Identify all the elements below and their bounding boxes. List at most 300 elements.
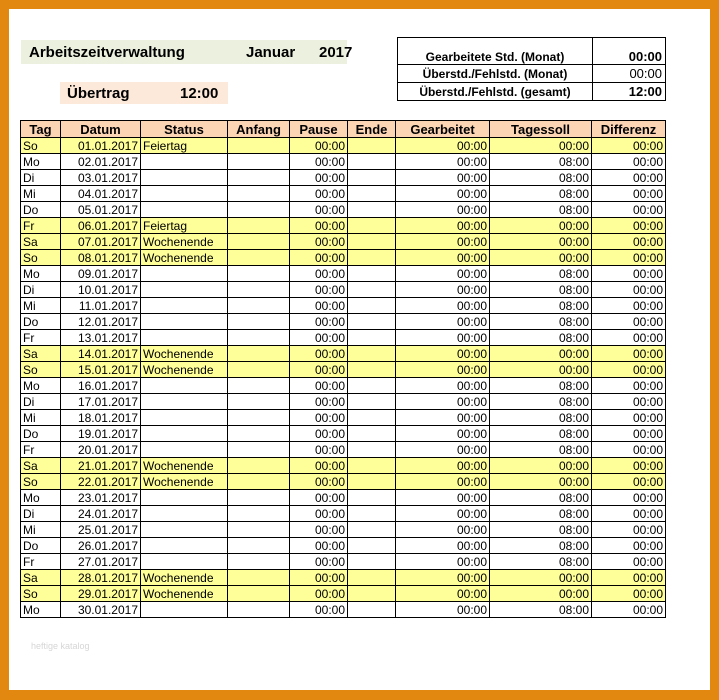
status-cell[interactable] — [141, 506, 228, 522]
date-cell[interactable]: 21.01.2017 — [61, 458, 141, 474]
start-cell[interactable] — [228, 570, 290, 586]
target-cell[interactable]: 00:00 — [490, 218, 592, 234]
day-cell[interactable]: Sa — [21, 570, 61, 586]
pause-cell[interactable]: 00:00 — [290, 378, 348, 394]
worked-cell[interactable]: 00:00 — [396, 266, 490, 282]
day-cell[interactable]: Di — [21, 282, 61, 298]
worked-cell[interactable]: 00:00 — [396, 202, 490, 218]
start-cell[interactable] — [228, 266, 290, 282]
status-cell[interactable] — [141, 490, 228, 506]
target-cell[interactable]: 00:00 — [490, 586, 592, 602]
difference-cell[interactable]: 00:00 — [592, 154, 666, 170]
date-cell[interactable]: 17.01.2017 — [61, 394, 141, 410]
worked-cell[interactable]: 00:00 — [396, 250, 490, 266]
worked-cell[interactable]: 00:00 — [396, 426, 490, 442]
worked-cell[interactable]: 00:00 — [396, 362, 490, 378]
pause-cell[interactable]: 00:00 — [290, 186, 348, 202]
status-cell[interactable]: Wochenende — [141, 234, 228, 250]
summary-label: Überstd./Fehlstd. (gesamt) — [398, 83, 593, 101]
end-cell[interactable] — [348, 410, 396, 426]
status-cell[interactable] — [141, 170, 228, 186]
end-cell[interactable] — [348, 314, 396, 330]
difference-cell[interactable]: 00:00 — [592, 410, 666, 426]
table-row — [21, 586, 666, 602]
worked-cell[interactable]: 00:00 — [396, 570, 490, 586]
day-cell[interactable]: Mi — [21, 298, 61, 314]
summary-table — [397, 37, 666, 101]
worked-cell[interactable]: 00:00 — [396, 602, 490, 618]
difference-cell[interactable]: 00:00 — [592, 586, 666, 602]
end-cell[interactable] — [348, 138, 396, 154]
date-cell[interactable]: 23.01.2017 — [61, 490, 141, 506]
target-cell[interactable]: 08:00 — [490, 330, 592, 346]
target-cell[interactable]: 08:00 — [490, 602, 592, 618]
pause-cell[interactable]: 00:00 — [290, 266, 348, 282]
table-row — [21, 394, 666, 410]
date-cell[interactable]: 04.01.2017 — [61, 186, 141, 202]
date-cell[interactable]: 09.01.2017 — [61, 266, 141, 282]
date-cell[interactable]: 03.01.2017 — [61, 170, 141, 186]
start-cell[interactable] — [228, 186, 290, 202]
worked-cell[interactable]: 00:00 — [396, 154, 490, 170]
target-cell[interactable]: 08:00 — [490, 554, 592, 570]
start-cell[interactable] — [228, 426, 290, 442]
pause-cell[interactable]: 00:00 — [290, 426, 348, 442]
date-cell[interactable]: 27.01.2017 — [61, 554, 141, 570]
start-cell[interactable] — [228, 586, 290, 602]
date-cell[interactable]: 05.01.2017 — [61, 202, 141, 218]
difference-cell[interactable]: 00:00 — [592, 218, 666, 234]
status-cell[interactable] — [141, 442, 228, 458]
status-cell[interactable]: Wochenende — [141, 362, 228, 378]
day-cell[interactable]: So — [21, 586, 61, 602]
status-cell[interactable] — [141, 602, 228, 618]
pause-cell[interactable]: 00:00 — [290, 586, 348, 602]
end-cell[interactable] — [348, 170, 396, 186]
start-cell[interactable] — [228, 202, 290, 218]
table-row — [21, 570, 666, 586]
table-row — [21, 266, 666, 282]
worked-cell[interactable]: 00:00 — [396, 506, 490, 522]
difference-cell[interactable]: 00:00 — [592, 538, 666, 554]
status-cell[interactable] — [141, 522, 228, 538]
status-cell[interactable] — [141, 154, 228, 170]
day-cell[interactable]: Fr — [21, 218, 61, 234]
worked-cell[interactable]: 00:00 — [396, 218, 490, 234]
target-cell[interactable]: 08:00 — [490, 186, 592, 202]
end-cell[interactable] — [348, 602, 396, 618]
status-cell[interactable]: Feiertag — [141, 218, 228, 234]
pause-cell[interactable]: 00:00 — [290, 282, 348, 298]
time-table — [20, 120, 666, 618]
difference-cell[interactable]: 00:00 — [592, 522, 666, 538]
difference-cell[interactable]: 00:00 — [592, 234, 666, 250]
start-cell[interactable] — [228, 170, 290, 186]
worked-cell[interactable]: 00:00 — [396, 458, 490, 474]
target-cell[interactable]: 08:00 — [490, 378, 592, 394]
day-cell[interactable]: Sa — [21, 346, 61, 362]
difference-cell[interactable]: 00:00 — [592, 554, 666, 570]
column-header: Ende — [348, 121, 396, 138]
worked-cell[interactable]: 00:00 — [396, 394, 490, 410]
status-cell[interactable]: Wochenende — [141, 250, 228, 266]
date-cell[interactable]: 02.01.2017 — [61, 154, 141, 170]
pause-cell[interactable]: 00:00 — [290, 346, 348, 362]
pause-cell[interactable]: 00:00 — [290, 506, 348, 522]
date-cell[interactable]: 15.01.2017 — [61, 362, 141, 378]
target-cell[interactable]: 08:00 — [490, 490, 592, 506]
difference-cell[interactable]: 00:00 — [592, 138, 666, 154]
end-cell[interactable] — [348, 330, 396, 346]
day-cell[interactable]: Mo — [21, 154, 61, 170]
status-cell[interactable]: Wochenende — [141, 586, 228, 602]
date-cell[interactable]: 19.01.2017 — [61, 426, 141, 442]
date-cell[interactable]: 07.01.2017 — [61, 234, 141, 250]
start-cell[interactable] — [228, 458, 290, 474]
summary-value[interactable]: 00:00 — [593, 38, 666, 65]
start-cell[interactable] — [228, 314, 290, 330]
pause-cell[interactable]: 00:00 — [290, 202, 348, 218]
day-cell[interactable]: Mo — [21, 602, 61, 618]
status-cell[interactable] — [141, 410, 228, 426]
target-cell[interactable]: 08:00 — [490, 426, 592, 442]
end-cell[interactable] — [348, 250, 396, 266]
status-cell[interactable] — [141, 266, 228, 282]
end-cell[interactable] — [348, 154, 396, 170]
target-cell[interactable]: 08:00 — [490, 410, 592, 426]
summary-label: Überstd./Fehlstd. (Monat) — [398, 65, 593, 83]
table-row — [21, 490, 666, 506]
status-cell[interactable] — [141, 330, 228, 346]
table-row — [21, 314, 666, 330]
difference-cell[interactable]: 00:00 — [592, 442, 666, 458]
day-cell[interactable]: Di — [21, 394, 61, 410]
start-cell[interactable] — [228, 346, 290, 362]
end-cell[interactable] — [348, 394, 396, 410]
worked-cell[interactable]: 00:00 — [396, 586, 490, 602]
worked-cell[interactable]: 00:00 — [396, 474, 490, 490]
target-cell[interactable]: 00:00 — [490, 474, 592, 490]
end-cell[interactable] — [348, 362, 396, 378]
worked-cell[interactable]: 00:00 — [396, 538, 490, 554]
day-cell[interactable]: Di — [21, 506, 61, 522]
difference-cell[interactable]: 00:00 — [592, 346, 666, 362]
end-cell[interactable] — [348, 218, 396, 234]
target-cell[interactable]: 08:00 — [490, 202, 592, 218]
date-cell[interactable]: 29.01.2017 — [61, 586, 141, 602]
worked-cell[interactable]: 00:00 — [396, 282, 490, 298]
day-cell[interactable]: Sa — [21, 234, 61, 250]
day-cell[interactable]: Fr — [21, 330, 61, 346]
status-cell[interactable]: Wochenende — [141, 474, 228, 490]
date-cell[interactable]: 20.01.2017 — [61, 442, 141, 458]
status-cell[interactable] — [141, 538, 228, 554]
worked-cell[interactable]: 00:00 — [396, 410, 490, 426]
title-year: 2017 — [319, 44, 353, 61]
status-cell[interactable] — [141, 378, 228, 394]
start-cell[interactable] — [228, 218, 290, 234]
pause-cell[interactable]: 00:00 — [290, 458, 348, 474]
status-cell[interactable] — [141, 314, 228, 330]
worked-cell[interactable]: 00:00 — [396, 186, 490, 202]
difference-cell[interactable]: 00:00 — [592, 330, 666, 346]
pause-cell[interactable]: 00:00 — [290, 218, 348, 234]
end-cell[interactable] — [348, 554, 396, 570]
table-row — [21, 522, 666, 538]
target-cell[interactable]: 08:00 — [490, 538, 592, 554]
worked-cell[interactable]: 00:00 — [396, 170, 490, 186]
title-bar — [21, 40, 353, 64]
day-cell[interactable]: So — [21, 474, 61, 490]
end-cell[interactable] — [348, 442, 396, 458]
end-cell[interactable] — [348, 266, 396, 282]
target-cell[interactable]: 08:00 — [490, 442, 592, 458]
start-cell[interactable] — [228, 282, 290, 298]
pause-cell[interactable]: 00:00 — [290, 138, 348, 154]
pause-cell[interactable]: 00:00 — [290, 314, 348, 330]
target-cell[interactable]: 00:00 — [490, 570, 592, 586]
column-header: Differenz — [592, 121, 666, 138]
target-cell[interactable]: 08:00 — [490, 154, 592, 170]
start-cell[interactable] — [228, 394, 290, 410]
difference-cell[interactable]: 00:00 — [592, 426, 666, 442]
end-cell[interactable] — [348, 346, 396, 362]
difference-cell[interactable]: 00:00 — [592, 378, 666, 394]
start-cell[interactable] — [228, 522, 290, 538]
column-header: Datum — [61, 121, 141, 138]
date-cell[interactable]: 30.01.2017 — [61, 602, 141, 618]
start-cell[interactable] — [228, 442, 290, 458]
date-cell[interactable]: 18.01.2017 — [61, 410, 141, 426]
worked-cell[interactable]: 00:00 — [396, 138, 490, 154]
difference-cell[interactable]: 00:00 — [592, 266, 666, 282]
end-cell[interactable] — [348, 426, 396, 442]
worked-cell[interactable]: 00:00 — [396, 234, 490, 250]
table-row — [21, 154, 666, 170]
date-cell[interactable]: 16.01.2017 — [61, 378, 141, 394]
target-cell[interactable]: 08:00 — [490, 298, 592, 314]
start-cell[interactable] — [228, 506, 290, 522]
start-cell[interactable] — [228, 138, 290, 154]
difference-cell[interactable]: 00:00 — [592, 186, 666, 202]
end-cell[interactable] — [348, 506, 396, 522]
pause-cell[interactable]: 00:00 — [290, 490, 348, 506]
column-header: Status — [141, 121, 228, 138]
column-header: Gearbeitet — [396, 121, 490, 138]
table-row — [21, 346, 666, 362]
start-cell[interactable] — [228, 538, 290, 554]
difference-cell[interactable]: 00:00 — [592, 458, 666, 474]
day-cell[interactable]: So — [21, 138, 61, 154]
pause-cell[interactable]: 00:00 — [290, 570, 348, 586]
date-cell[interactable]: 14.01.2017 — [61, 346, 141, 362]
table-row — [21, 250, 666, 266]
date-cell[interactable]: 12.01.2017 — [61, 314, 141, 330]
end-cell[interactable] — [348, 522, 396, 538]
day-cell[interactable]: Mo — [21, 266, 61, 282]
worked-cell[interactable]: 00:00 — [396, 378, 490, 394]
pause-cell[interactable]: 00:00 — [290, 554, 348, 570]
status-cell[interactable] — [141, 282, 228, 298]
status-cell[interactable] — [141, 202, 228, 218]
worked-cell[interactable]: 00:00 — [396, 330, 490, 346]
status-cell[interactable] — [141, 186, 228, 202]
target-cell[interactable]: 00:00 — [490, 458, 592, 474]
date-cell[interactable]: 11.01.2017 — [61, 298, 141, 314]
pause-cell[interactable]: 00:00 — [290, 362, 348, 378]
day-cell[interactable]: Do — [21, 426, 61, 442]
end-cell[interactable] — [348, 458, 396, 474]
day-cell[interactable]: Fr — [21, 442, 61, 458]
end-cell[interactable] — [348, 234, 396, 250]
date-cell[interactable]: 06.01.2017 — [61, 218, 141, 234]
difference-cell[interactable]: 00:00 — [592, 506, 666, 522]
start-cell[interactable] — [228, 474, 290, 490]
difference-cell[interactable]: 00:00 — [592, 602, 666, 618]
pause-cell[interactable]: 00:00 — [290, 298, 348, 314]
status-cell[interactable]: Wochenende — [141, 458, 228, 474]
difference-cell[interactable]: 00:00 — [592, 202, 666, 218]
difference-cell[interactable]: 00:00 — [592, 314, 666, 330]
day-cell[interactable]: Mi — [21, 410, 61, 426]
day-cell[interactable]: Do — [21, 202, 61, 218]
difference-cell[interactable]: 00:00 — [592, 474, 666, 490]
date-cell[interactable]: 26.01.2017 — [61, 538, 141, 554]
worked-cell[interactable]: 00:00 — [396, 522, 490, 538]
start-cell[interactable] — [228, 602, 290, 618]
day-cell[interactable]: Di — [21, 170, 61, 186]
target-cell[interactable]: 08:00 — [490, 394, 592, 410]
date-cell[interactable]: 08.01.2017 — [61, 250, 141, 266]
start-cell[interactable] — [228, 362, 290, 378]
start-cell[interactable] — [228, 490, 290, 506]
date-cell[interactable]: 10.01.2017 — [61, 282, 141, 298]
target-cell[interactable]: 08:00 — [490, 266, 592, 282]
day-cell[interactable]: So — [21, 362, 61, 378]
table-row — [21, 282, 666, 298]
summary-value[interactable]: 00:00 — [593, 65, 666, 83]
target-cell[interactable]: 08:00 — [490, 170, 592, 186]
status-cell[interactable]: Feiertag — [141, 138, 228, 154]
pause-cell[interactable]: 00:00 — [290, 602, 348, 618]
pause-cell[interactable]: 00:00 — [290, 474, 348, 490]
target-cell[interactable]: 00:00 — [490, 138, 592, 154]
difference-cell[interactable]: 00:00 — [592, 362, 666, 378]
target-cell[interactable]: 00:00 — [490, 234, 592, 250]
target-cell[interactable]: 00:00 — [490, 346, 592, 362]
start-cell[interactable] — [228, 410, 290, 426]
date-cell[interactable]: 22.01.2017 — [61, 474, 141, 490]
day-cell[interactable]: Do — [21, 538, 61, 554]
end-cell[interactable] — [348, 202, 396, 218]
target-cell[interactable]: 08:00 — [490, 506, 592, 522]
date-cell[interactable]: 24.01.2017 — [61, 506, 141, 522]
pause-cell[interactable]: 00:00 — [290, 330, 348, 346]
start-cell[interactable] — [228, 250, 290, 266]
pause-cell[interactable]: 00:00 — [290, 538, 348, 554]
day-cell[interactable]: Mi — [21, 522, 61, 538]
worked-cell[interactable]: 00:00 — [396, 554, 490, 570]
worked-cell[interactable]: 00:00 — [396, 490, 490, 506]
status-cell[interactable] — [141, 394, 228, 410]
difference-cell[interactable]: 00:00 — [592, 394, 666, 410]
target-cell[interactable]: 08:00 — [490, 282, 592, 298]
day-cell[interactable]: Do — [21, 314, 61, 330]
start-cell[interactable] — [228, 298, 290, 314]
pause-cell[interactable]: 00:00 — [290, 442, 348, 458]
date-cell[interactable]: 28.01.2017 — [61, 570, 141, 586]
target-cell[interactable]: 08:00 — [490, 314, 592, 330]
difference-cell[interactable]: 00:00 — [592, 570, 666, 586]
target-cell[interactable]: 00:00 — [490, 250, 592, 266]
summary-value[interactable]: 12:00 — [593, 83, 666, 101]
day-cell[interactable]: Mo — [21, 378, 61, 394]
worked-cell[interactable]: 00:00 — [396, 346, 490, 362]
pause-cell[interactable]: 00:00 — [290, 522, 348, 538]
difference-cell[interactable]: 00:00 — [592, 282, 666, 298]
status-cell[interactable] — [141, 554, 228, 570]
pause-cell[interactable]: 00:00 — [290, 250, 348, 266]
start-cell[interactable] — [228, 234, 290, 250]
table-row — [21, 234, 666, 250]
table-row — [21, 330, 666, 346]
end-cell[interactable] — [348, 298, 396, 314]
status-cell[interactable]: Wochenende — [141, 570, 228, 586]
day-cell[interactable]: Sa — [21, 458, 61, 474]
start-cell[interactable] — [228, 154, 290, 170]
date-cell[interactable]: 25.01.2017 — [61, 522, 141, 538]
start-cell[interactable] — [228, 378, 290, 394]
date-cell[interactable]: 13.01.2017 — [61, 330, 141, 346]
table-row — [21, 538, 666, 554]
status-cell[interactable] — [141, 426, 228, 442]
start-cell[interactable] — [228, 554, 290, 570]
status-cell[interactable] — [141, 298, 228, 314]
difference-cell[interactable]: 00:00 — [592, 298, 666, 314]
worked-cell[interactable]: 00:00 — [396, 298, 490, 314]
end-cell[interactable] — [348, 570, 396, 586]
difference-cell[interactable]: 00:00 — [592, 170, 666, 186]
status-cell[interactable]: Wochenende — [141, 346, 228, 362]
title-month: Januar — [246, 44, 296, 61]
target-cell[interactable]: 08:00 — [490, 522, 592, 538]
end-cell[interactable] — [348, 282, 396, 298]
day-cell[interactable]: Mo — [21, 490, 61, 506]
end-cell[interactable] — [348, 186, 396, 202]
pause-cell[interactable]: 00:00 — [290, 170, 348, 186]
end-cell[interactable] — [348, 474, 396, 490]
pause-cell[interactable]: 00:00 — [290, 394, 348, 410]
day-cell[interactable]: So — [21, 250, 61, 266]
end-cell[interactable] — [348, 490, 396, 506]
start-cell[interactable] — [228, 330, 290, 346]
end-cell[interactable] — [348, 378, 396, 394]
end-cell[interactable] — [348, 586, 396, 602]
pause-cell[interactable]: 00:00 — [290, 234, 348, 250]
end-cell[interactable] — [348, 538, 396, 554]
worked-cell[interactable]: 00:00 — [396, 442, 490, 458]
day-cell[interactable]: Mi — [21, 186, 61, 202]
table-row — [21, 218, 666, 234]
day-cell[interactable]: Fr — [21, 554, 61, 570]
difference-cell[interactable]: 00:00 — [592, 490, 666, 506]
pause-cell[interactable]: 00:00 — [290, 410, 348, 426]
worked-cell[interactable]: 00:00 — [396, 314, 490, 330]
target-cell[interactable]: 00:00 — [490, 362, 592, 378]
difference-cell[interactable]: 00:00 — [592, 250, 666, 266]
date-cell[interactable]: 01.01.2017 — [61, 138, 141, 154]
pause-cell[interactable]: 00:00 — [290, 154, 348, 170]
